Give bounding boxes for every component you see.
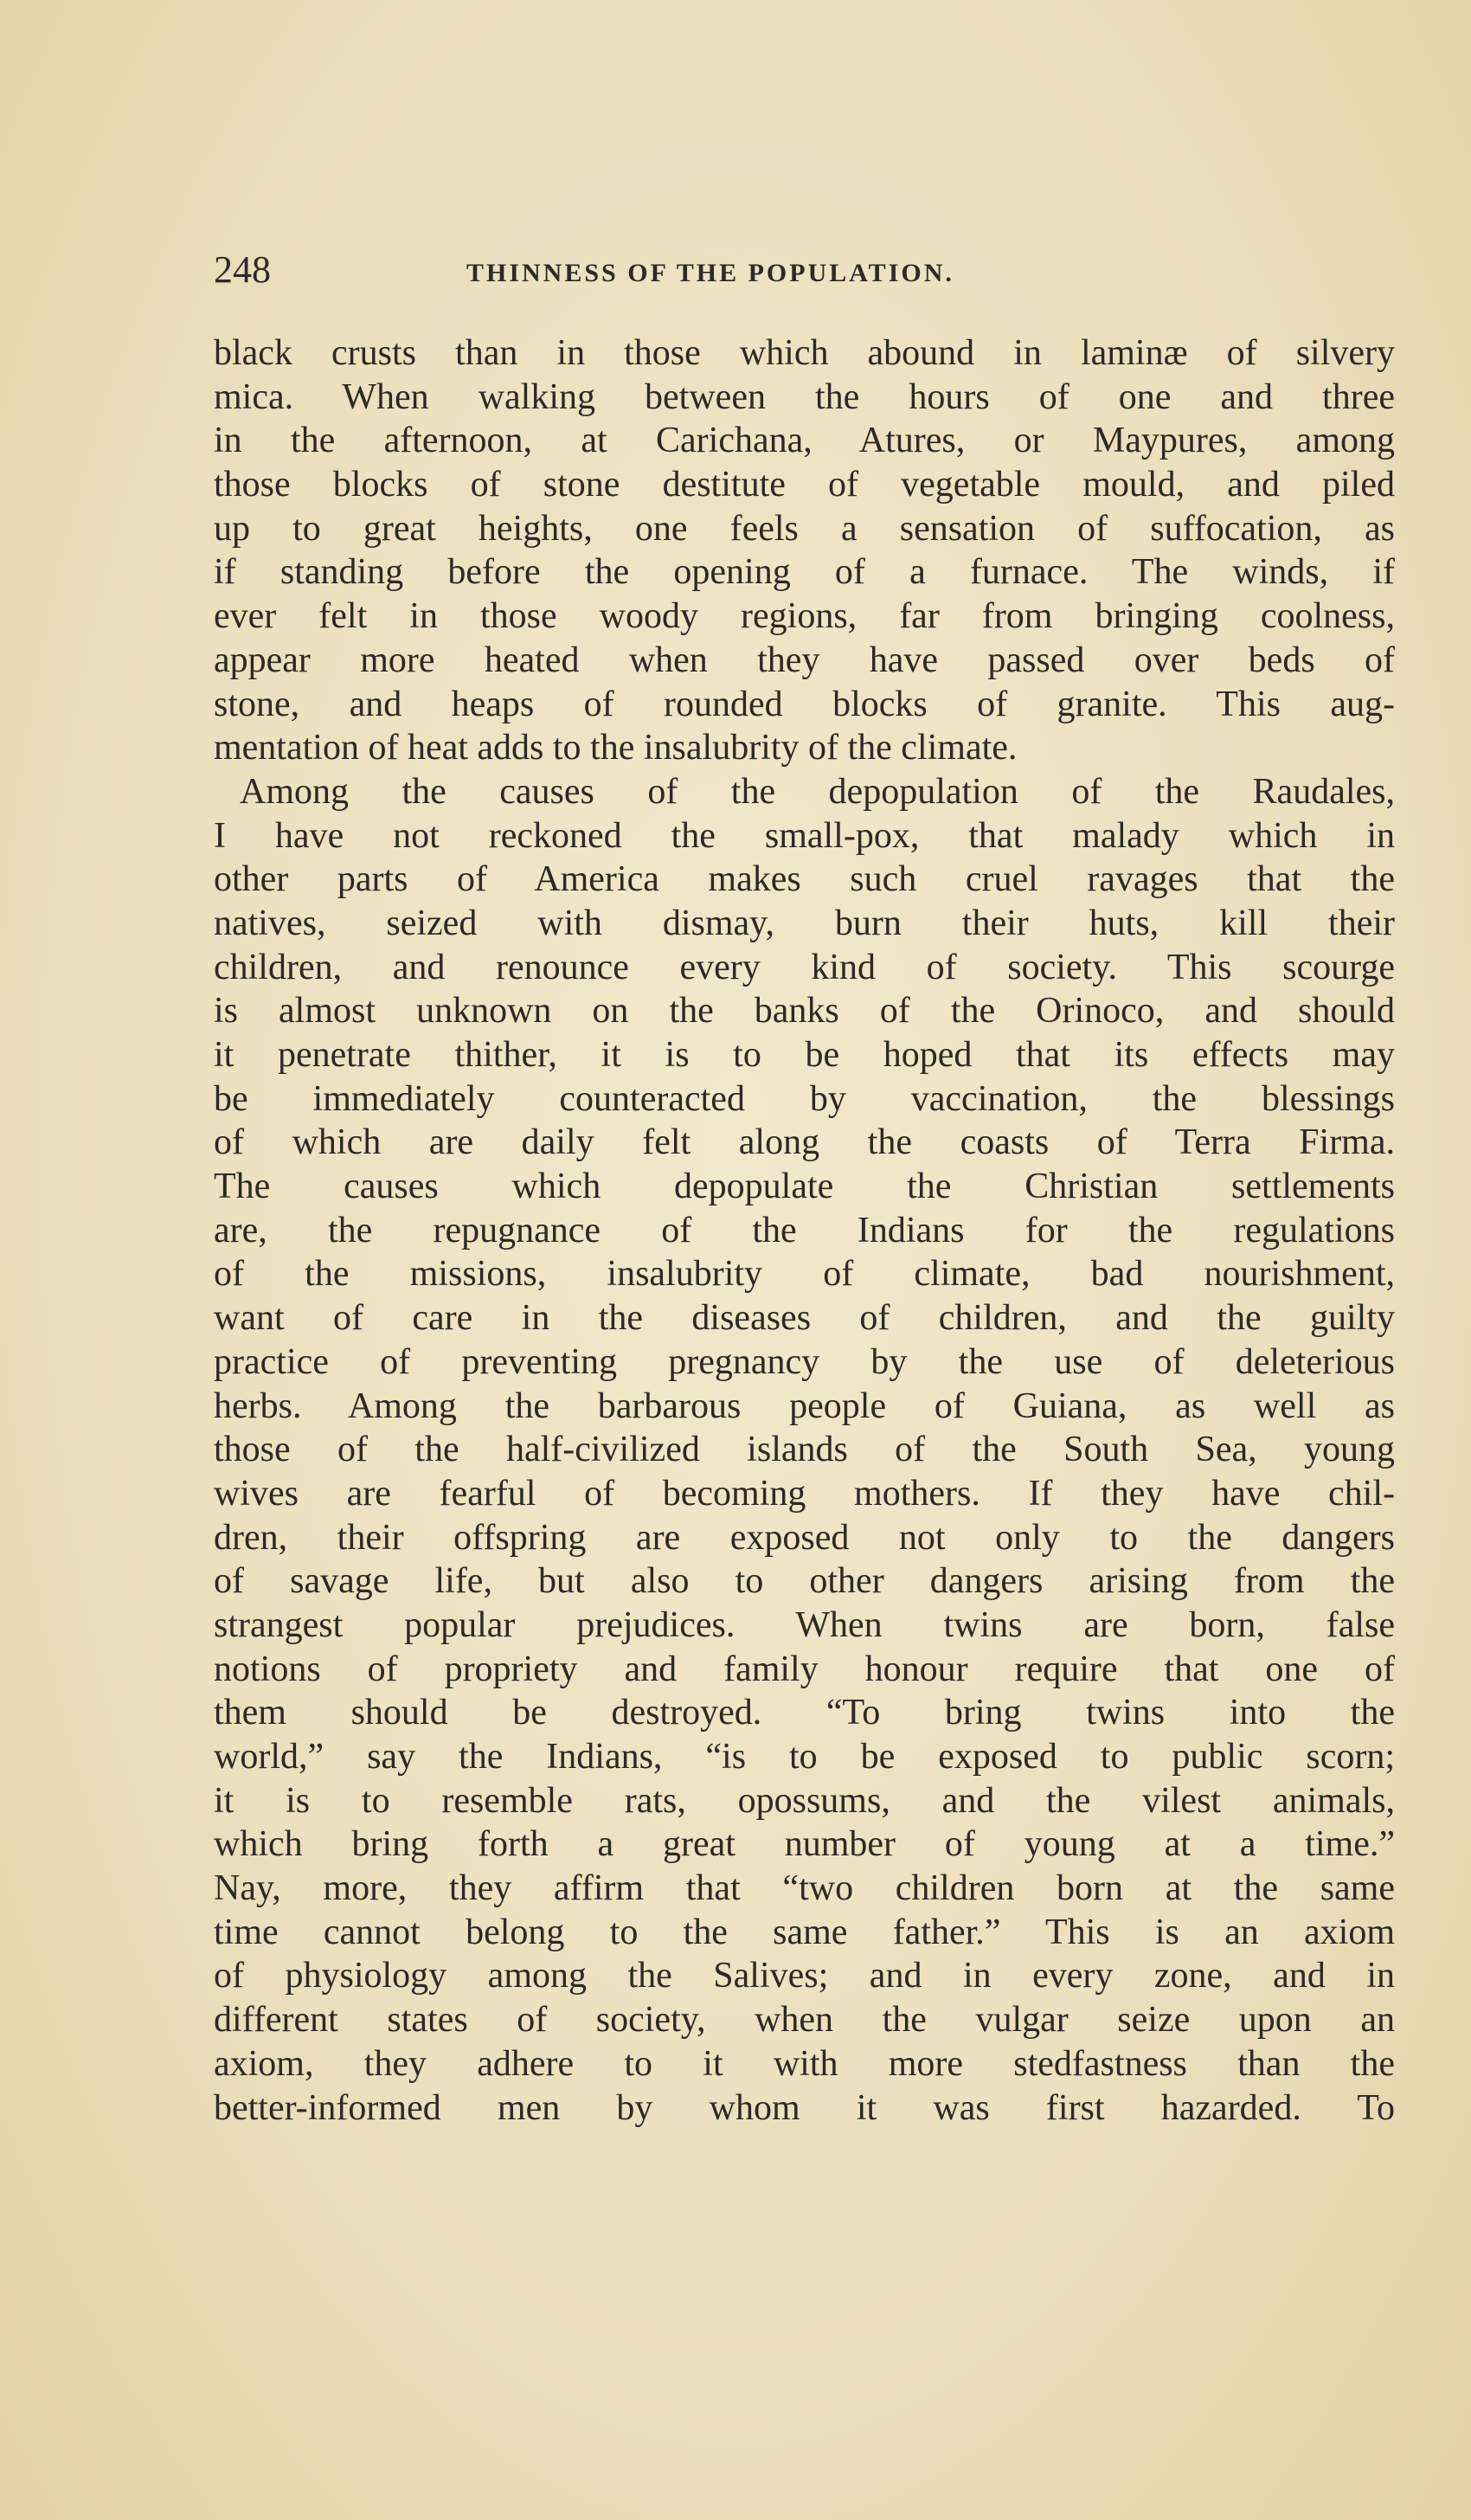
text-line: of which are daily felt along the coasts of Terra Firma. [214,1122,1395,1163]
text-line: up to great heights, one feels a sensation of suffocation, as [214,508,1395,549]
text-line: children, and renounce every kind of society. This scourge [214,947,1395,987]
page-number: 248 [214,248,271,291]
text-line: of the missions, insalubrity of climate, bad nourishment, [214,1254,1395,1295]
text-line: in the afternoon, at Carichana, Atures, or Maypures, among [214,421,1395,461]
text-line: wives are fearful of becoming mothers. If they have chil- [214,1473,1395,1514]
text-line: are, the repugnance of the Indians for the regulations [214,1210,1395,1250]
text-line: it penetrate thither, it is to be hoped that its effects may [214,1035,1395,1075]
text-line: of savage life, but also to other dangers arising from the [214,1561,1395,1602]
text-line: dren, their offspring are exposed not only to the dangers [214,1517,1395,1558]
paragraph-end-line: mentation of heat adds to the insalubrity of the climate. [214,728,1018,768]
text-line: stone, and heaps of rounded blocks of granite. This aug- [214,684,1395,724]
text-line: it is to resemble rats, opossums, and the vilest animals, [214,1780,1395,1821]
text-line: is almost unknown on the banks of the Orinoco, and should [214,991,1395,1032]
text-line: mica. When walking between the hours of one and three [214,376,1395,417]
text-line: The causes which depopulate the Christian settlements [214,1167,1395,1207]
text-line: different states of society, when the vulgar seize upon an [214,2000,1395,2041]
text-line: world,” say the Indians, “is to be exposed to public scorn; [214,1737,1395,1777]
text-line: those of the half-civilized islands of the South Sea, young [214,1430,1395,1470]
text-line: those blocks of stone destitute of vegetable mould, and piled [214,465,1395,505]
body-text [214,331,1395,2130]
text-line: want of care in the diseases of children, and the guilty [214,1298,1395,1339]
text-line: practice of preventing pregnancy by the use of deleterious [214,1341,1395,1382]
text-line: time cannot belong to the same father.” This is an axiom [214,1912,1395,1952]
text-line: notions of propriety and family honour require that one of [214,1649,1395,1689]
text-line: better-informed men by whom it was first hazarded. To [214,2087,1395,2128]
text-line: Nay, more, they affirm that “two children born at the same [214,1868,1395,1909]
running-head: THINNESS OF THE POPULATION. [466,259,954,287]
text-line: I have not reckoned the small-pox, that malady which in [214,815,1395,856]
text-line: which bring forth a great number of young at a time.” [214,1824,1395,1865]
paragraph-start-line: Among the causes of the depopulation of the Raudales, [240,771,1395,812]
text-line: strangest popular prejudices. When twins are born, false [214,1604,1395,1645]
page-header [214,244,1395,296]
text-line: be immediately counteracted by vaccination, the blessings [214,1078,1395,1119]
text-line: if standing before the opening of a furnace. The winds, if [214,552,1395,593]
text-line: other parts of America makes such cruel ravages that the [214,859,1395,900]
text-line: natives, seized with dismay, burn their huts, kill their [214,903,1395,943]
text-line: of physiology among the Salives; and in every zone, and in [214,1956,1395,1996]
text-line: black crusts than in those which abound in laminæ of silvery [214,333,1395,373]
text-line: ever felt in those woody regions, far from bringing coolness, [214,596,1395,637]
text-line: herbs. Among the barbarous people of Guiana, as well as [214,1385,1395,1426]
text-line: them should be destroyed. “To bring twins into the [214,1693,1395,1733]
text-line: appear more heated when they have passed over beds of [214,640,1395,680]
text-line: axiom, they adhere to it with more stedfastness than the [214,2043,1395,2084]
